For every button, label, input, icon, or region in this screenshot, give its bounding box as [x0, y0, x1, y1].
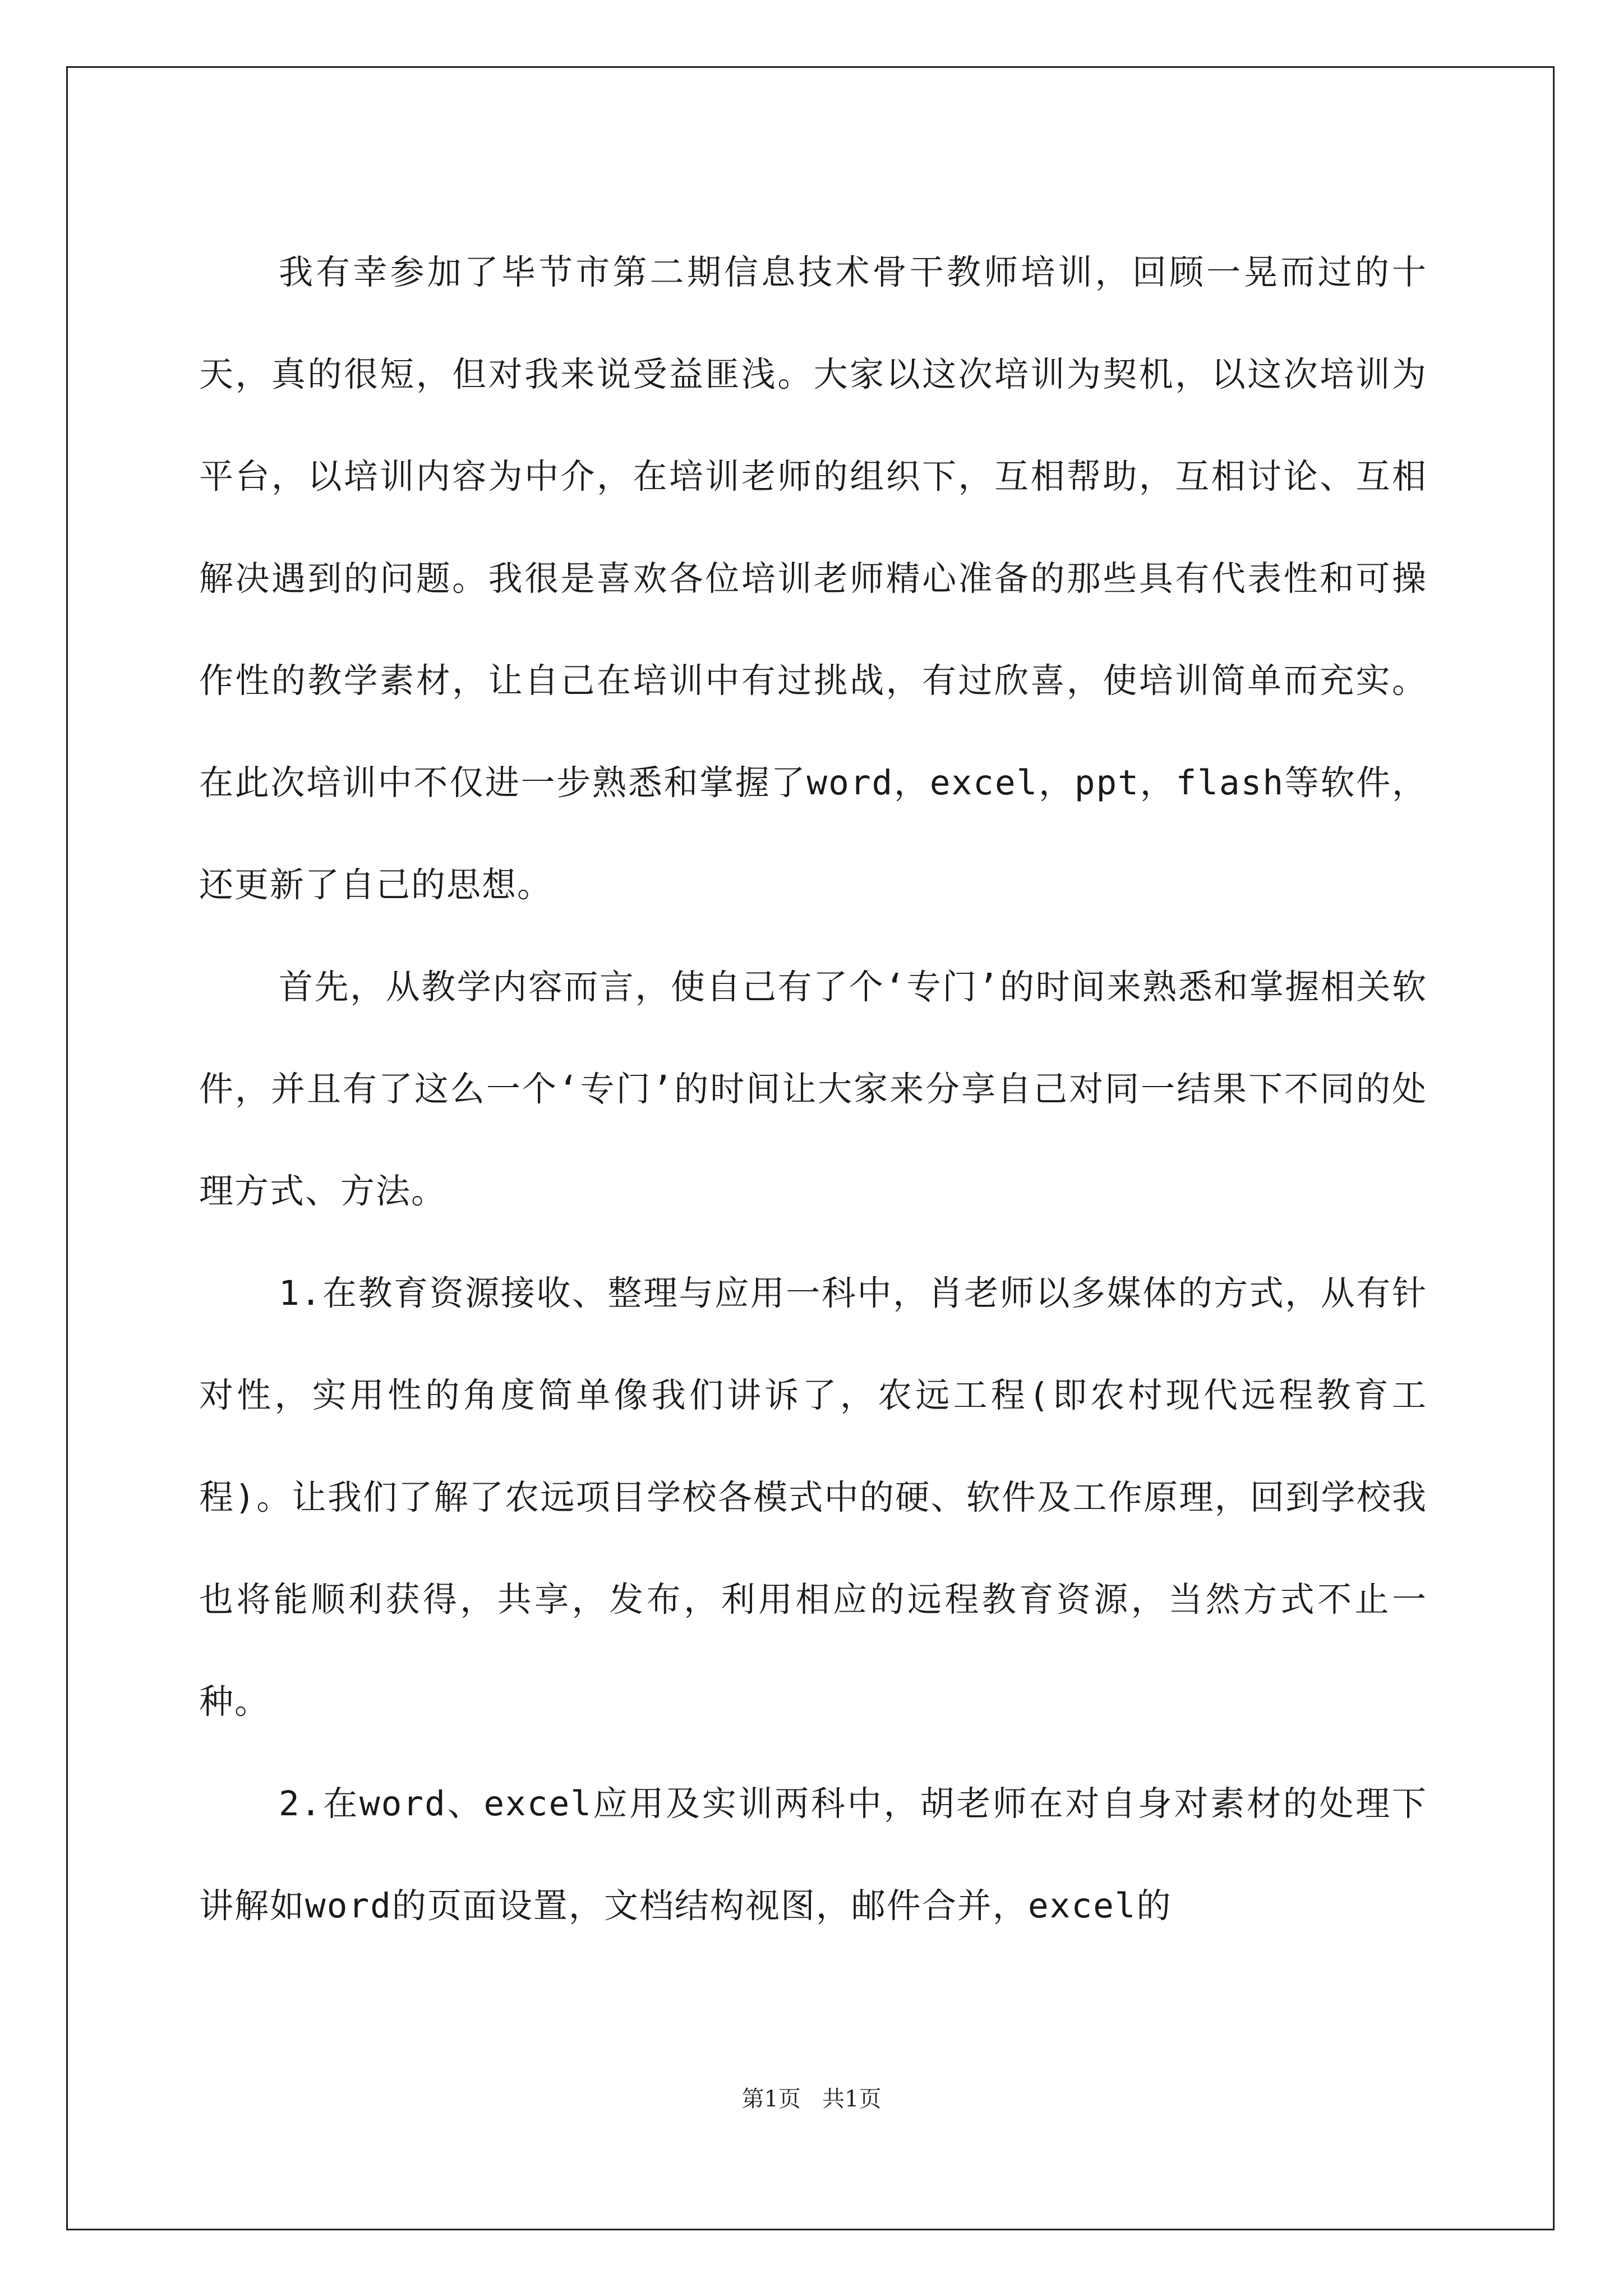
paragraph-item-1: 1.在教育资源接收、整理与应用一科中，肖老师以多媒体的方式，从有针对性，实用性的角度简单像我们讲诉了，农远工程(即农村现代远程教育工程)。让我们了解了农远项目学校各模式中的硬、软件及工作原理，回到学校我也将能顺利获得，共享，发布，利用相应的远程教育资源，当然方式不止一种。	[199, 1273, 1427, 1722]
page-footer: 第1页 共1页	[741, 2086, 882, 2112]
document-body	[199, 222, 1427, 1957]
paragraph-first: 首先，从教学内容而言，使自己有了个‘专门’的时间来熟悉和掌握相关软件，并且有了这么一个‘专门’的时间让大家来分享自己对同一结果下不同的处理方式、方法。	[199, 967, 1427, 1211]
paragraph-item-2: 2.在word、excel应用及实训两科中，胡老师在对自身对素材的处理下讲解如word的页面设置，文档结构视图，邮件合并，excel的	[199, 1784, 1427, 1926]
paragraph-intro: 我有幸参加了毕节市第二期信息技术骨干教师培训，回顾一晃而过的十天，真的很短，但对我来说受益匪浅。大家以这次培训为契机，以这次培训为平台，以培训内容为中介，在培训老师的组织下，互相帮助，互相讨论、互相解决遇到的问题。我很是喜欢各位培训老师精心准备的那些具有代表性和可操作性的教学素材，让自己在培训中有过挑战，有过欣喜，使培训简单而充实。在此次培训中不仅进一步熟悉和掌握了word，excel，ppt，flash等软件，还更新了自己的思想。	[199, 252, 1427, 905]
